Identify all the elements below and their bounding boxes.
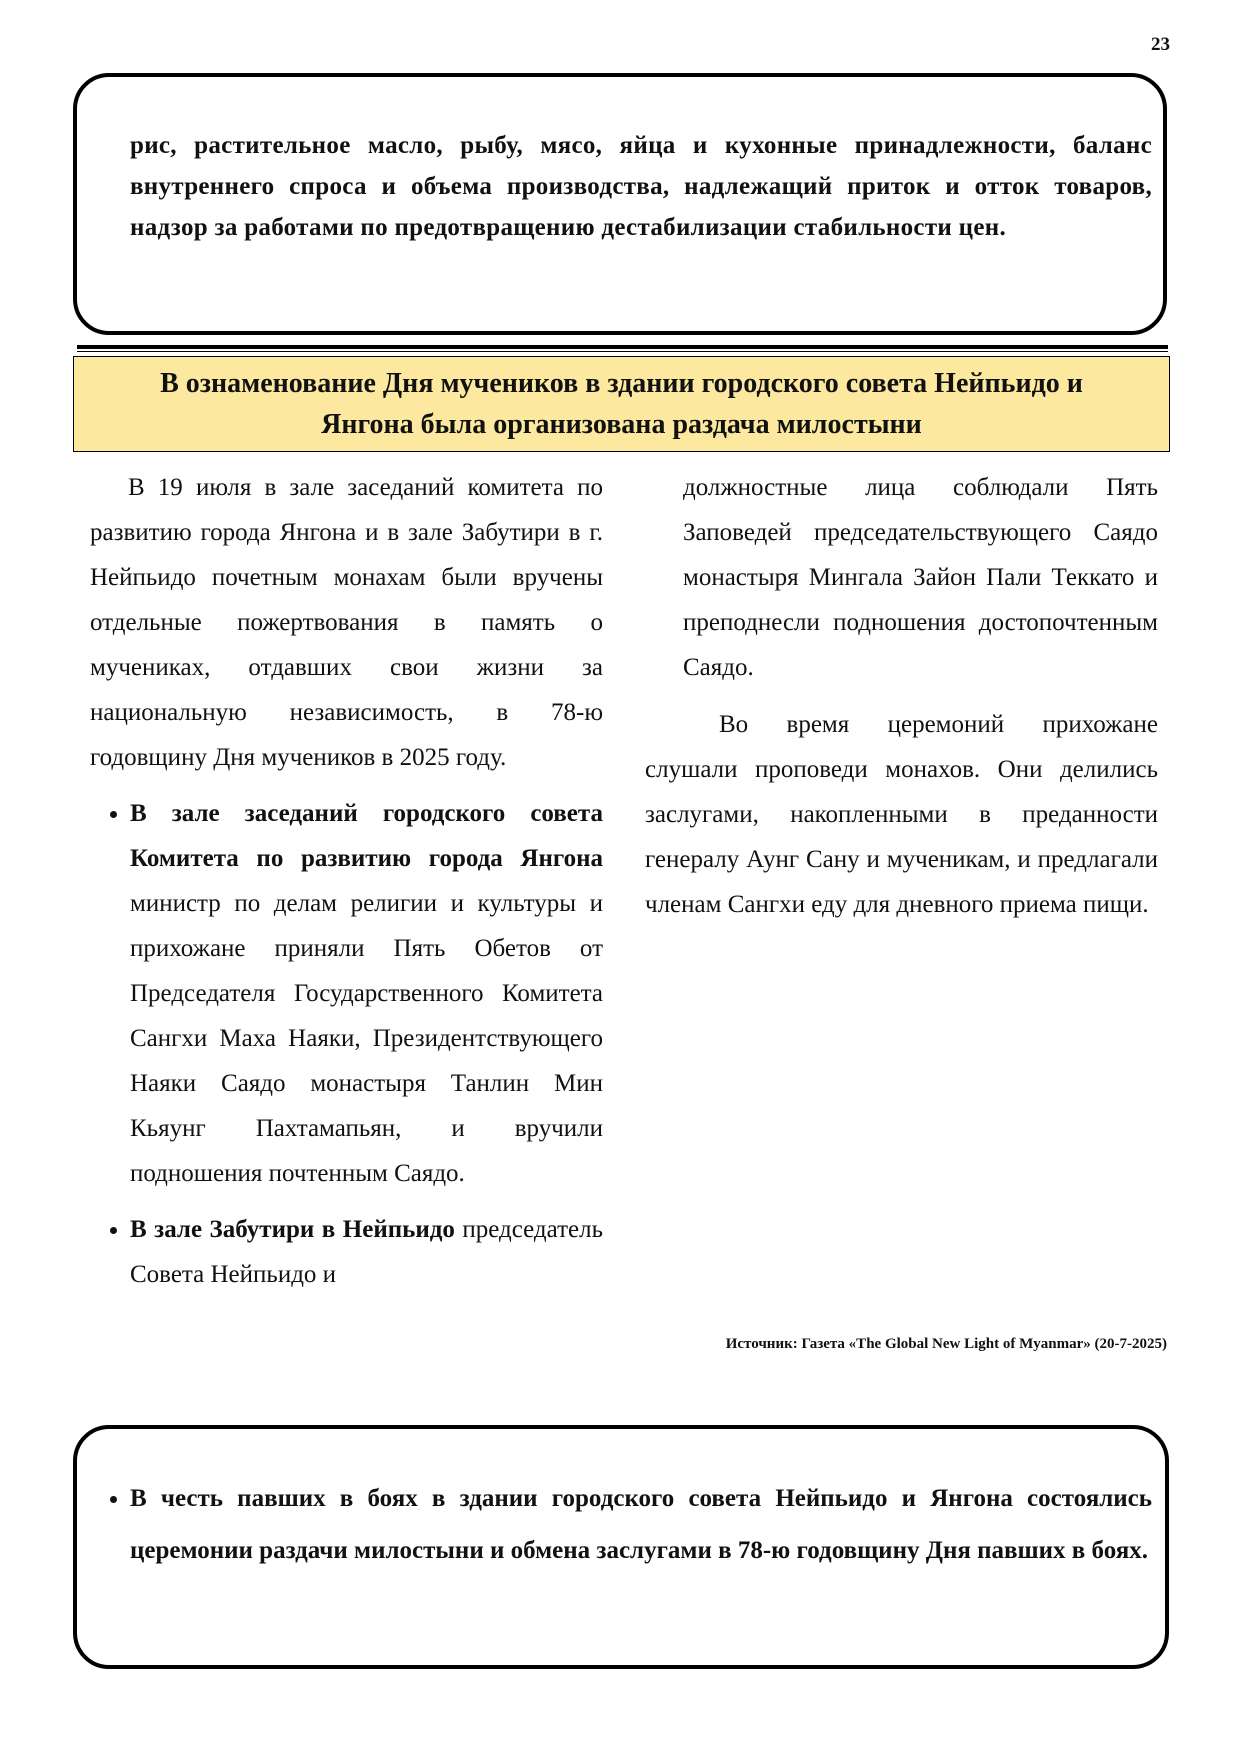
summary-text-top: рис, растительное масло, рыбу, мясо, яйца и кухонные принадлежности, баланс внутреннего спроса и объема производства, надлежащий приток и отток товаров, надзор за работами по предотвращению дестабилизации стабильности цен. bbox=[130, 132, 1152, 241]
bullet-naypyitaw-text: председатель Совета Нейпьидо и bbox=[130, 1216, 604, 1288]
bullet-continuation-paragraph: должностные лица соблюдали Пять Заповедей председательствующего Саядо монастыря Мингала Зайон Пали Теккато и преподнесли подношения достопочтенным Саядо. bbox=[683, 474, 1158, 681]
article-bullet-list bbox=[90, 791, 603, 1297]
bottom-summary-item: • В честь павших в боях в здании городского совета Нейпьидо и Янгона состоялись церемонии раздачи милостыни и обмена заслугами в 78-ю годовщину Дня павших в боях. bbox=[130, 1473, 1152, 1577]
headline-line-1: В ознаменование Дня мучеников в здании городского совета Нейпьидо и bbox=[160, 368, 1083, 399]
divider-rule-thin bbox=[77, 351, 1168, 352]
article-column-left bbox=[90, 465, 603, 1308]
article-column-right bbox=[645, 465, 1158, 927]
bullet-yangon-text: министр по делам религии и культуры и прихожане приняли Пять Обетов от Председателя Государственного Комитета Сангхи Маха Наяки, Президентствующего Наяки Саядо монастыря Танлин Мин Кьяунг Пахтамапьян, и вручили подношения почтенным Саядо. bbox=[130, 890, 603, 1187]
headline-line-2: Янгона была организована раздача милостыни bbox=[321, 409, 922, 440]
source-citation: Источник: Газета «The Global New Light of Myanmar» (20-7-2025) bbox=[725, 1336, 1167, 1352]
article-bullet-yangon bbox=[130, 791, 603, 1196]
article-lead-paragraph: В 19 июля в зале заседаний комитета по развитию города Янгона и в зале Забутири в г. Нейпьидо почетным монахам были вручены отдельные пожертвования в память о мучениках, отдавших свои жизни за национальную независимость, в 78-ю годовщину Дня мучеников в 2025 году. bbox=[90, 474, 603, 771]
page-number: 23 bbox=[1151, 34, 1170, 55]
bullet-yangon-bold: В зале заседаний городского совета Комитета по развитию города Янгона bbox=[130, 800, 603, 872]
article-closing-paragraph: Во время церемоний прихожане слушали проповеди монахов. Они делились заслугами, накопленными в преданности генералу Аунг Сану и мученикам, и предлагали членам Сангхи еду для дневного приема пищи. bbox=[645, 711, 1158, 918]
article-headline bbox=[73, 356, 1170, 452]
divider-rule bbox=[77, 345, 1168, 349]
summary-text-bottom bbox=[90, 1473, 1152, 1577]
article-bullet-naypyitaw bbox=[130, 1207, 603, 1297]
bullet-naypyitaw-bold: В зале Забутири в Нейпьидо bbox=[130, 1216, 455, 1243]
